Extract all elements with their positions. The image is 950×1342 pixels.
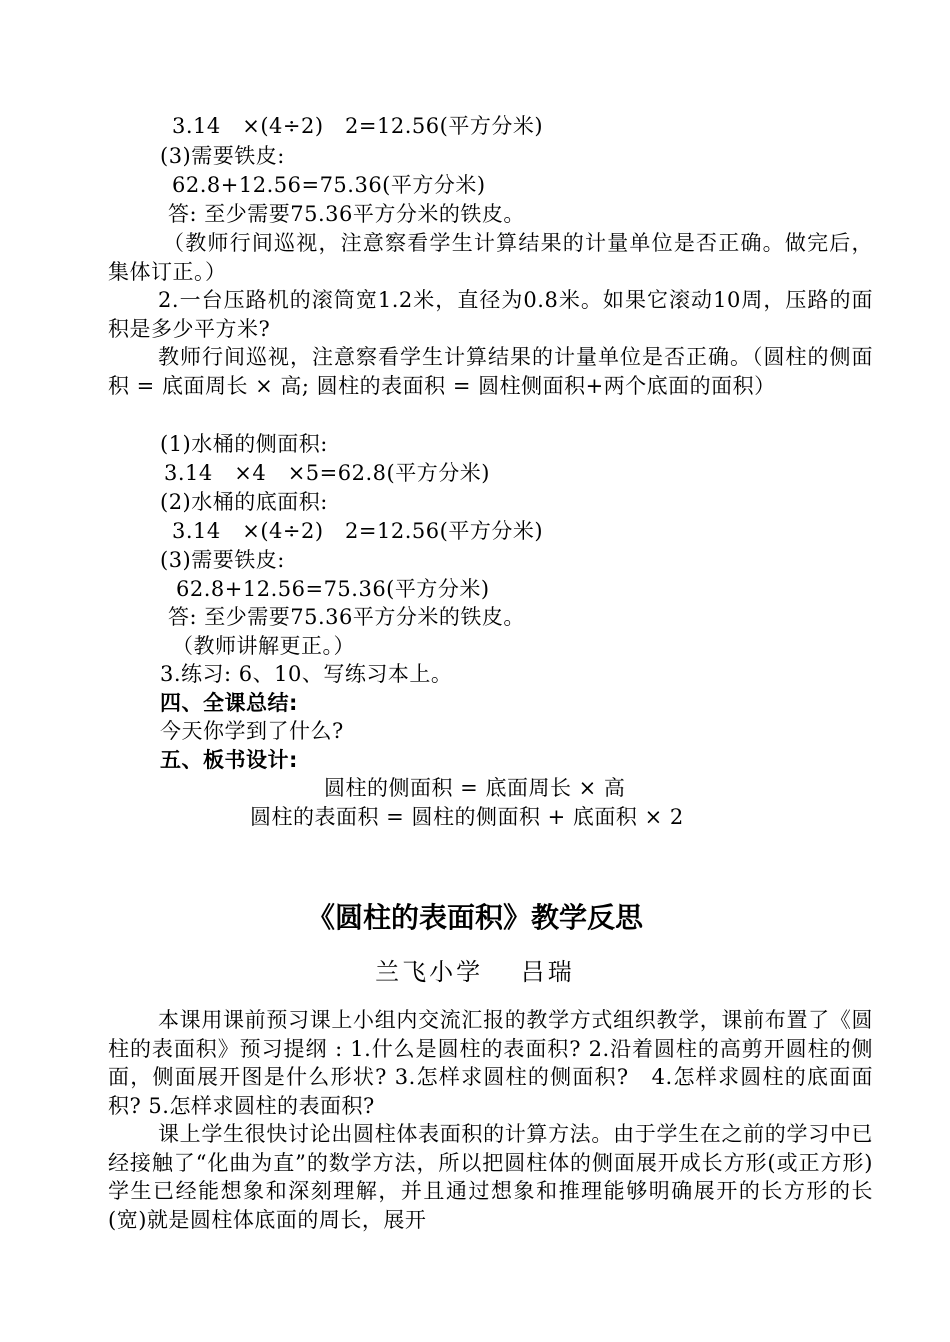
reflection-paragraph-1: 本课用课前预习课上小组内交流汇报的教学方式组织教学，课前布置了《圆柱的表面积》预习提纲 : 1.什么是圆柱的表面积? 2.沿着圆柱的高剪开圆柱的侧面，侧面展开图是什么形状? 3.怎样求圆柱的侧面积? 4.怎样求圆柱的底面面积? 5.怎样求圆柱的表面积? bbox=[108, 1008, 873, 1118]
step-label-iron-sheet-2: (3)需要铁皮: bbox=[160, 548, 285, 572]
exercise-2-paragraph: 2.一台压路机的滚筒宽1.2米，直径为0.8米。如果它滚动10周，压路的面积是多少平方米? bbox=[108, 288, 873, 341]
step-label-iron-sheet-1: (3)需要铁皮: bbox=[160, 144, 285, 168]
practice-line: 3.练习: 6、10、写练习本上。 bbox=[160, 662, 453, 686]
step-label-base-area: (2)水桶的底面积: bbox=[160, 490, 328, 514]
calc-line-base-area-1: 3.14 ×(4÷2) 2=12.56(平方分米) bbox=[172, 114, 544, 138]
teacher-explain-line: （教师讲解更正。） bbox=[172, 634, 355, 658]
section-heading-summary: 四、全课总结: bbox=[160, 691, 298, 715]
reflection-paragraph-2: 课上学生很快讨论出圆柱体表面积的计算方法。由于学生在之前的学习中已经接触了“化曲为直”的数学方法，所以把圆柱体的侧面展开成长方形(或正方形)学生已经能想象和深刻理解，并且通过想象和推理能够明确展开的长方形的长(宽)就是圆柱体底面的周长，展开 bbox=[108, 1122, 873, 1232]
teacher-note-paragraph: （教师行间巡视，注意察看学生计算结果的计量单位是否正确。做完后， 集体订正。） bbox=[108, 231, 873, 284]
calc-line-base-area-2: 3.14 ×(4÷2) 2=12.56(平方分米) bbox=[172, 519, 544, 543]
step-label-lateral-area: (1)水桶的侧面积: bbox=[160, 432, 328, 456]
section-heading-board-design: 五、板书设计: bbox=[160, 748, 298, 772]
reflection-title: 《圆柱的表面积》教学反思 bbox=[306, 901, 643, 934]
board-formula-lateral: 圆柱的侧面积 = 底面周长 × 高 bbox=[324, 776, 626, 800]
answer-line-1: 答: 至少需要75.36平方分米的铁皮。 bbox=[168, 202, 525, 226]
calc-line-total-1: 62.8+12.56=75.36(平方分米) bbox=[172, 173, 486, 197]
reflection-author: 兰飞小学 吕瑞 bbox=[375, 958, 575, 986]
calc-line-total-2: 62.8+12.56=75.36(平方分米) bbox=[176, 577, 490, 601]
calc-line-lateral-area: 3.14 ×4 ×5=62.8(平方分米) bbox=[164, 461, 490, 485]
teacher-observation-paragraph: 教师行间巡视，注意察看学生计算结果的计量单位是否正确。（圆柱的侧面积 = 底面周长 × 高; 圆柱的表面积 = 圆柱侧面积+两个底面的面积） bbox=[108, 345, 873, 398]
answer-line-2: 答: 至少需要75.36平方分米的铁皮。 bbox=[168, 605, 525, 629]
summary-question: 今天你学到了什么? bbox=[160, 719, 344, 743]
board-formula-surface: 圆柱的表面积 = 圆柱的侧面积 + 底面积 × 2 bbox=[250, 805, 684, 829]
